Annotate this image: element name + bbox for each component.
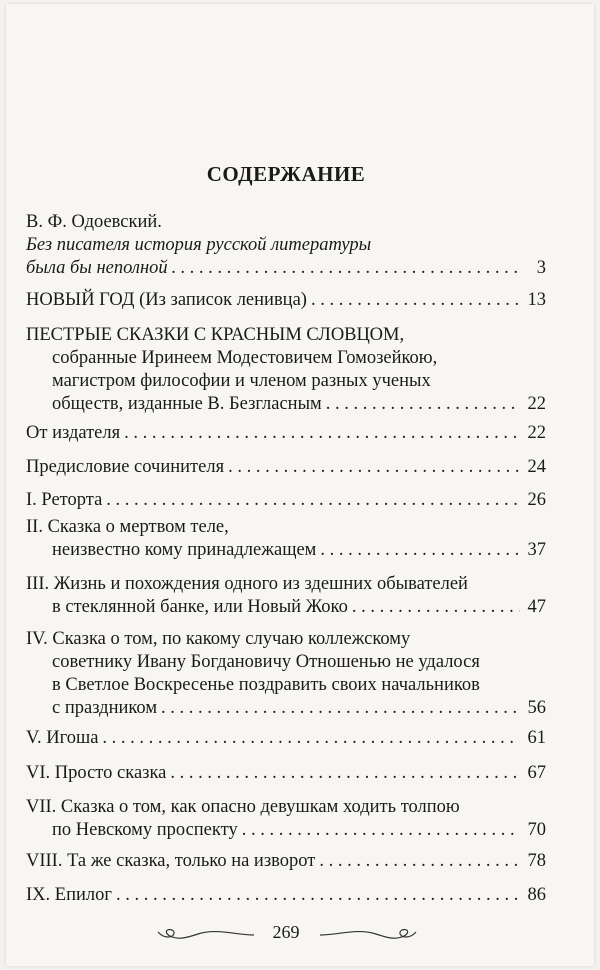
leader-dots	[242, 819, 520, 842]
leader-dots	[172, 257, 520, 280]
leader-dots	[320, 539, 520, 562]
page-ref: 22	[527, 423, 546, 443]
page-ref: 78	[527, 851, 546, 871]
toc-entry: IV. Сказка о том, по какому случаю коллежскому советнику Ивану Богдановичу Отношенью не удалося в Светлое Воскресенье поздравить своих начальников с праздником	[26, 629, 480, 718]
leader-dots	[311, 289, 520, 312]
leader-dots	[161, 697, 520, 720]
leader-dots	[102, 727, 520, 750]
toc-line: В. Ф. Одоевский.	[26, 212, 162, 232]
toc-entry: III. Жизнь и похождения одного из здешних обывателей в стеклянной банке, или Новый Жоко . . . 47	[26, 573, 546, 619]
page-ref: 13	[527, 290, 546, 310]
book-page	[6, 4, 594, 966]
page-footer	[6, 914, 594, 954]
leader-dots	[116, 884, 520, 907]
toc-entry	[26, 211, 546, 280]
page-ref: 56	[527, 698, 546, 718]
toc-entry-continuation	[26, 697, 546, 720]
page-ref: 22	[527, 394, 546, 414]
page-ref: 26	[527, 490, 546, 510]
page-ref: 47	[527, 597, 546, 617]
right-flourish-icon	[318, 924, 418, 946]
leader-dots	[124, 422, 520, 445]
page-ref: 37	[527, 540, 546, 560]
toc-entry: VII. Сказка о том, как опасно девушкам ходить толпою по Невскому проспекту . . . 70	[26, 796, 546, 842]
toc-entry: II. Сказка о мертвом теле, неизвестно кому принадлежащем . . . 37	[26, 516, 546, 562]
toc-entry: IX. Епилог . . . 86	[26, 884, 546, 907]
toc-line: Без писателя история русской литературы	[26, 235, 372, 255]
page-number: 269	[272, 922, 300, 942]
toc-line: была бы неполной . . . 3	[26, 257, 546, 280]
page-title: СОДЕРЖАНИЕ	[206, 162, 366, 186]
toc-entry: От издателя . . . 22	[26, 422, 546, 445]
toc-entry: I. Реторта . . . 26	[26, 489, 546, 512]
toc-entry: ПЕСТРЫЕ СКАЗКИ С КРАСНЫМ СЛОВЦОМ, собранные Иринеем Модестовичем Гомозейкою, магистром философии и членом разных ученых обществ, изданные В. Безгласным . . . 22	[26, 324, 546, 416]
toc-entry: НОВЫЙ ГОД (Из записок ленивца) . . . 13	[26, 289, 546, 312]
leader-dots	[170, 762, 520, 785]
page-ref: 61	[527, 728, 546, 748]
leader-dots	[352, 596, 520, 619]
leader-dots	[326, 393, 520, 416]
leader-dots	[106, 489, 520, 512]
toc-entry: V. Игоша . . . 61	[26, 727, 546, 750]
page-ref: 3	[536, 258, 546, 278]
leader-dots	[319, 850, 520, 873]
toc-entry: VIII. Та же сказка, только на изворот . . . 78	[26, 850, 546, 873]
page-ref: 70	[527, 820, 546, 840]
page-ref: 86	[527, 885, 546, 905]
page-ref: 67	[527, 763, 546, 783]
toc-entry: Предисловие сочинителя . . . 24	[26, 456, 546, 479]
page-ref: 24	[527, 457, 546, 477]
leader-dots	[228, 456, 520, 479]
toc-entry: VI. Просто сказка . . . 67	[26, 762, 546, 785]
